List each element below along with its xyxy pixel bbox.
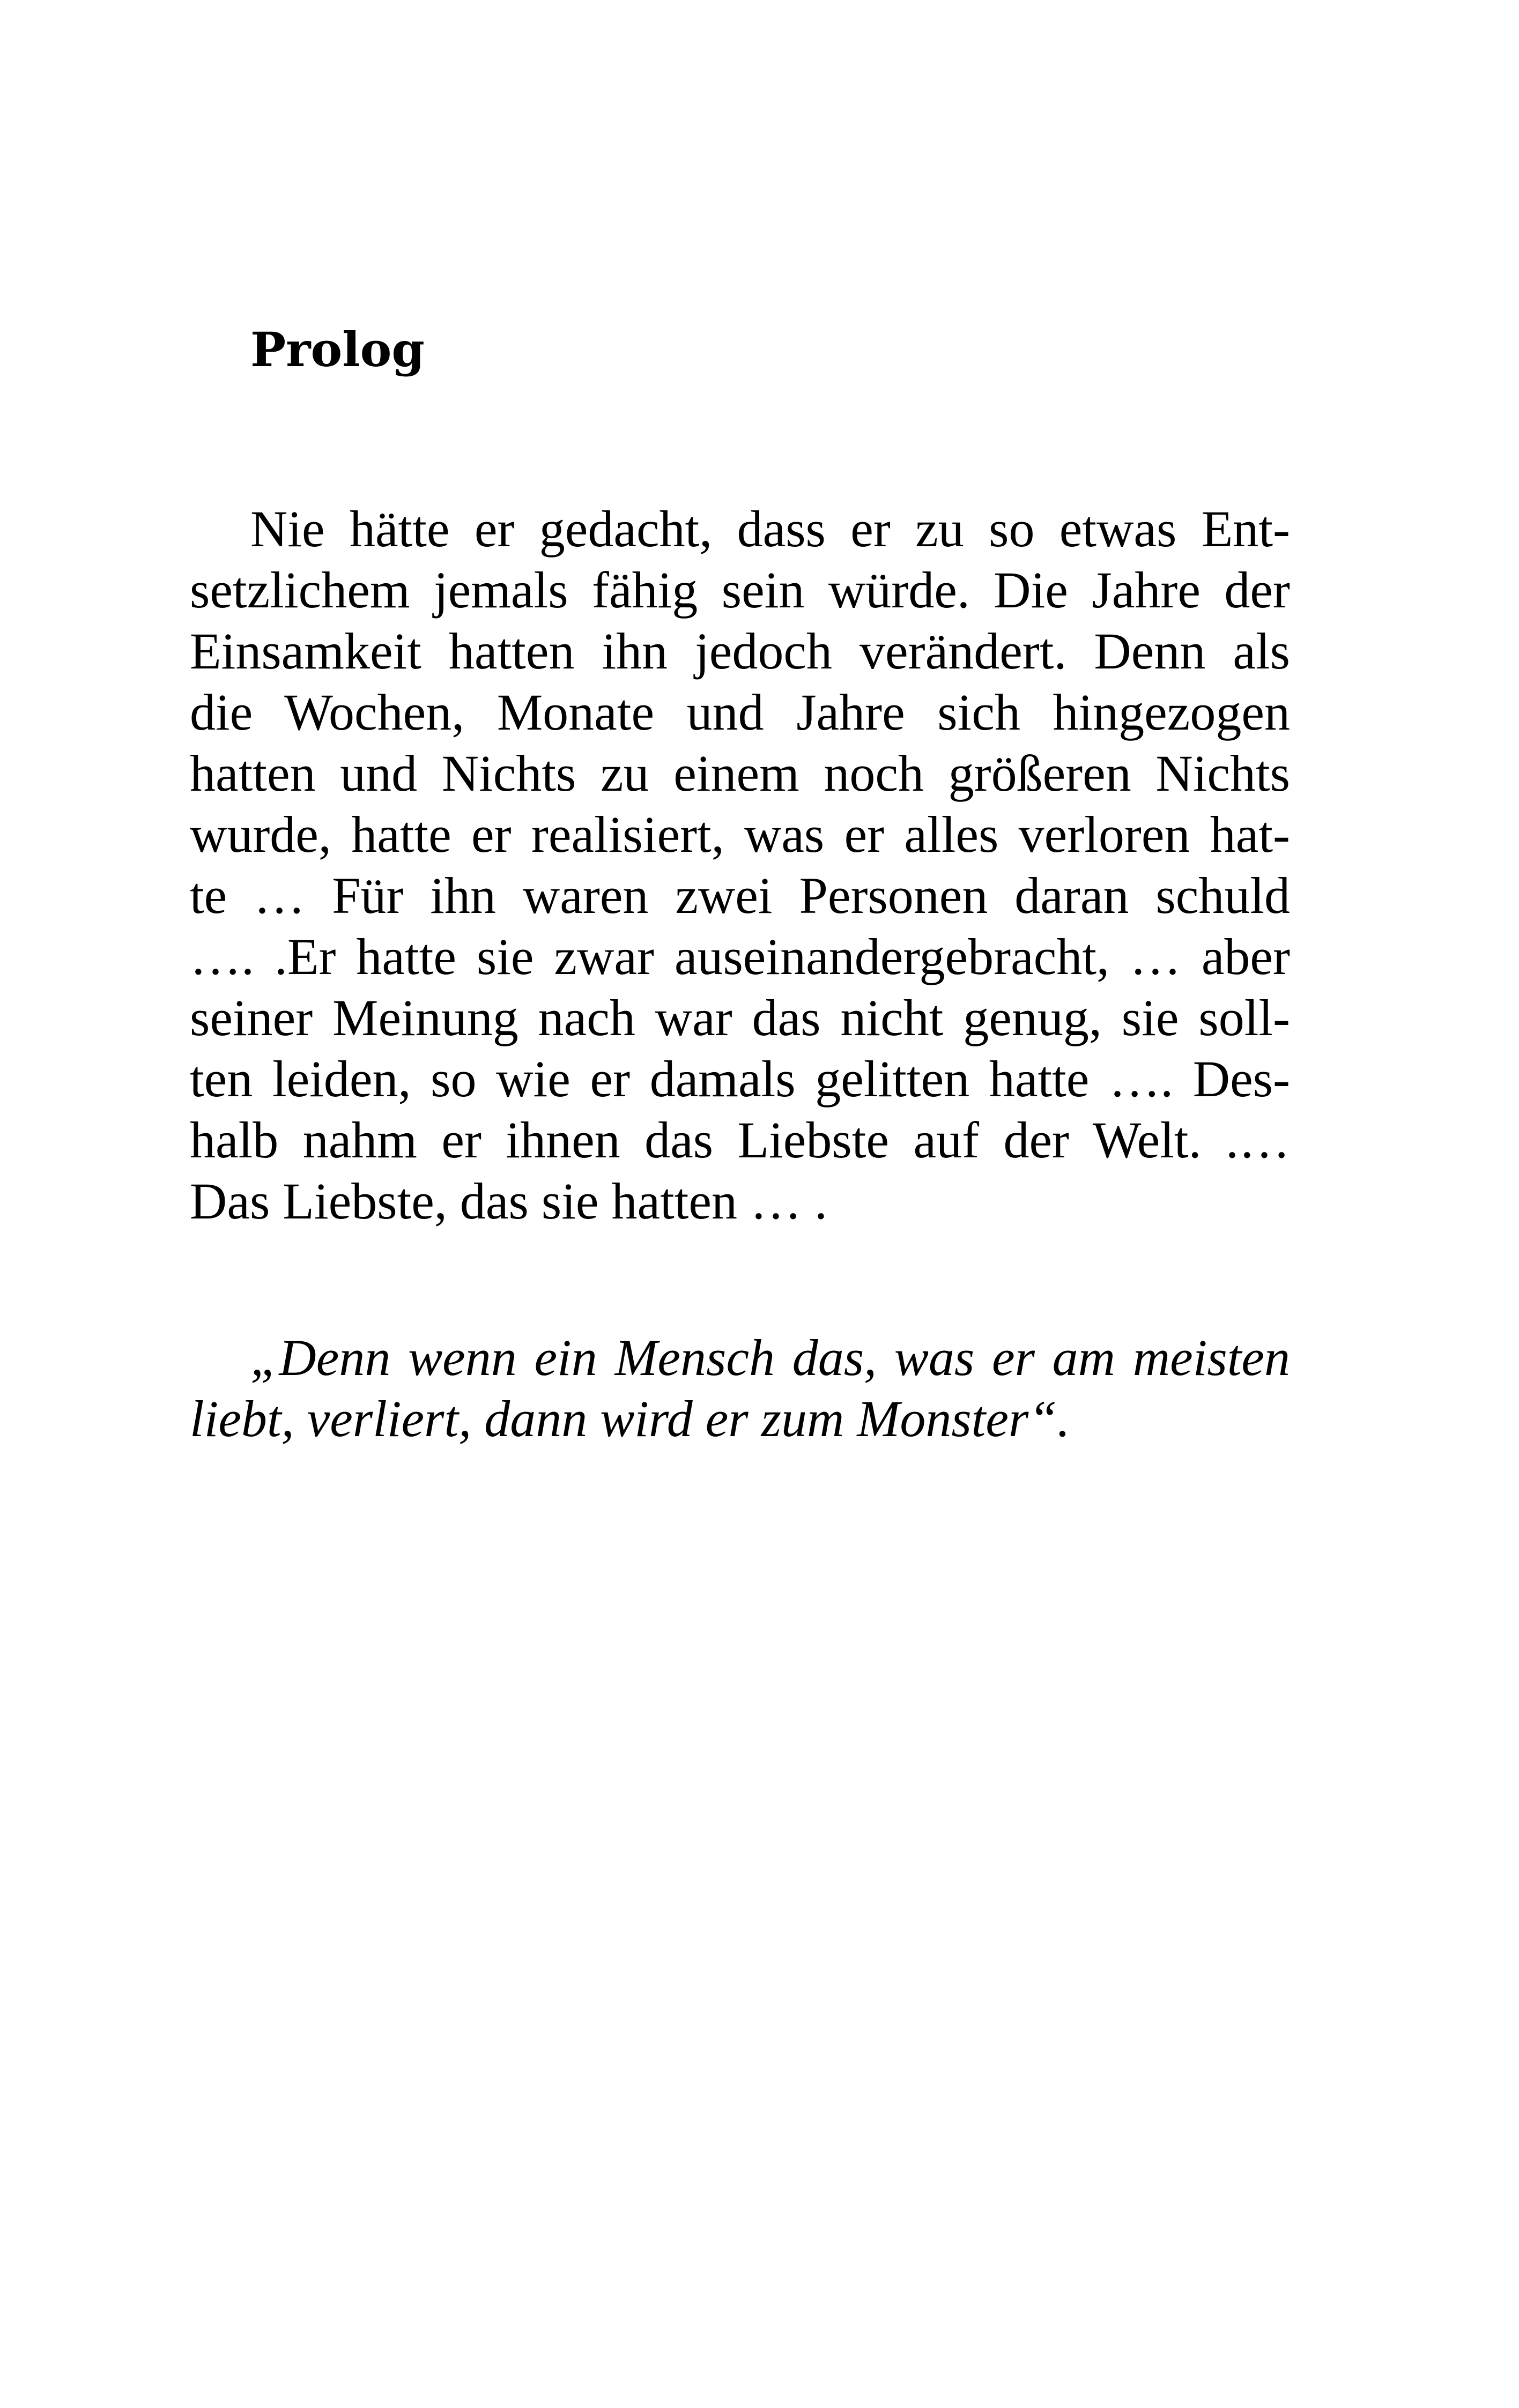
quote-line: liebt, verliert, dann wird er zum Monster“.	[190, 1390, 1070, 1447]
paragraph-line: Das Liebste, das sie hatten … .	[190, 1172, 828, 1230]
paragraph-line: wurde, hatte er realisiert, was er alles verloren hat-	[190, 806, 1290, 863]
paragraph-line: ten leiden, so wie er damals gelitten hatte …. Des-	[190, 1050, 1290, 1108]
paragraph-line: Einsamkeit hatten ihn jedoch verändert. Denn als	[190, 622, 1290, 680]
quote-line: „Denn wenn ein Mensch das, was er am meisten	[250, 1329, 1290, 1386]
paragraph-line: …. .Er hatte sie zwar auseinandergebracht, … aber	[190, 928, 1290, 985]
chapter-title: Prolog	[250, 322, 425, 377]
paragraph-line: die Wochen, Monate und Jahre sich hingezogen	[190, 683, 1290, 741]
paragraph-line: seiner Meinung nach war das nicht genug, sie soll-	[190, 989, 1290, 1046]
paragraph-line: setzlichem jemals fähig sein würde. Die Jahre der	[190, 561, 1290, 619]
paragraph-line: halb nahm er ihnen das Liebste auf der Welt. .…	[190, 1111, 1290, 1169]
closing-quote	[190, 1327, 1290, 1450]
paragraph-line: Nie hätte er gedacht, dass er zu so etwas Ent-	[250, 500, 1290, 558]
paragraph-line: te … Für ihn waren zwei Personen daran schuld	[190, 867, 1290, 924]
paragraph-line: hatten und Nichts zu einem noch größeren Nichts	[190, 745, 1290, 802]
prologue-paragraph	[190, 499, 1290, 1232]
